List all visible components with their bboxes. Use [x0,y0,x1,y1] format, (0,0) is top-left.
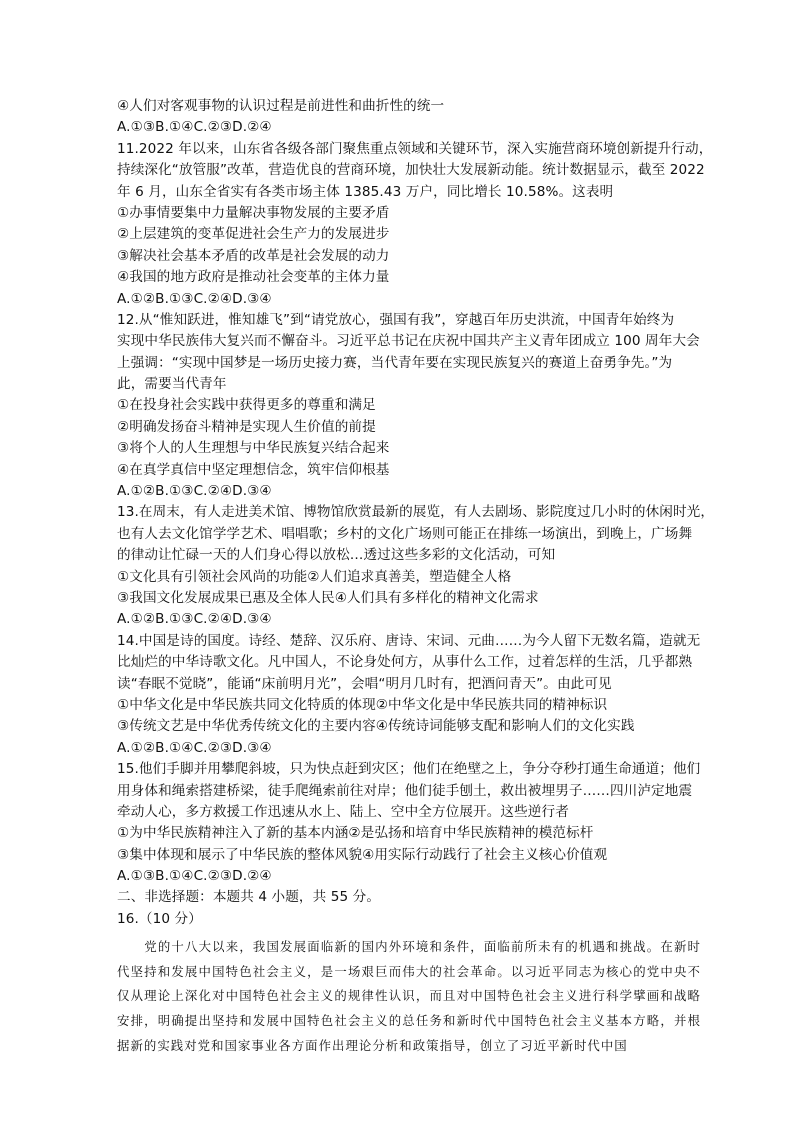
option-line: ①办事情要集中力量解决事物发展的主要矛盾 [117,204,390,221]
option-line: ①中华文化是中华民族共同文化特质的体现②中华文化是中华民族共同的精神标识 [117,696,608,713]
option-line: ③将个人的人生理想与中华民族复兴结合起来 [117,440,390,457]
question-13-stem: 也有人去文化馆学学艺术、唱唱歌；乡村的文化广场则可能正在排练一场演出，到晚上，广场舞 [117,525,693,542]
question-15-stem: 牵动人心，多方救援工作迅速从水上、陆上、空中全方位展开。这些逆行者 [117,803,569,820]
option-line: ③解决社会基本矛盾的改革是社会发展的动力 [117,247,390,264]
option-line: ④人们对客观事物的认识过程是前进性和曲折性的统一 [117,98,445,114]
option-line: ①文化具有引领社会风尚的功能②人们追求真善美，塑造健全人格 [117,568,512,585]
question-14-stem: 14.中国是诗的国度。诗经、楚辞、汉乐府、唐诗、宋词、元曲……为今人留下无数名篇，造就无 [117,632,701,649]
question-12-stem: 此，需要当代青年 [117,376,227,393]
option-line: ③集中体现和展示了中华民族的整体风貌④用实际行动践行了社会主义核心价值观 [117,846,608,863]
question-16-heading: 16.（10 分） [117,910,202,927]
question-15-stem: 15.他们手脚并用攀爬斜坡，只为快点赶到灾区；他们在绝壁之上，争分夺秒打通生命通道；他们 [117,761,701,778]
reading-passage [117,935,701,1058]
question-13-stem: 13.在周末，有人走进美术馆、博物馆欣赏最新的展览，有人去剧场、影院度过几小时的休闲时光， [117,504,715,521]
option-line: ①为中华民族精神注入了新的基本内涵②是弘扬和培育中华民族精神的模范标杆 [117,825,594,842]
answer-choices: A.①②B.①③C.②④D.③④ [117,483,272,500]
option-line: ②上层建筑的变革促进社会生产力的发展进步 [117,226,390,243]
question-12-stem: 12.从“惟知跃进，惟知雄飞”到“请党放心，强国有我”，穿越百年历史洪流，中国青年始终为 [117,311,675,328]
option-line: ③传统文艺是中华优秀传统文化的主要内容④传统诗词能够支配和影响人们的文化实践 [117,718,635,735]
question-15-stem: 用身体和绳索搭建桥梁，徒手爬绳索前往对岸；他们徒手刨土，救出被埋男子……四川泸定地震 [117,782,693,799]
question-11-stem: 11.2022 年以来，山东省各级各部门聚焦重点领域和关键环节，深入实施营商环境创新提升行动， [117,140,713,157]
exam-page [117,96,715,1058]
section-heading: 二、非选择题：本题共 4 小题，共 55 分。 [117,889,381,906]
option-line: ②明确发扬奋斗精神是实现人生价值的前提 [117,418,376,435]
option-line: ③我国文化发展成果已惠及全体人民④人们具有多样化的精神文化需求 [117,589,539,606]
answer-choices: A.①②B.①③C.②④D.③④ [117,290,272,307]
question-11-stem: 年 6 月，山东全省实有各类市场主体 1385.43 万户，同比增长 10.58%。这表明 [117,183,614,200]
question-13-stem: 的律动让忙碌一天的人们身心得以放松…透过这些多彩的文化活动，可知 [117,547,556,564]
option-line: ④在真学真信中坚定理想信念，筑牢信仰根基 [117,461,390,478]
question-14-stem: 比灿烂的中华诗歌文化。凡中国人，不论身处何方，从事什么工作，过着怎样的生活，几乎都熟 [117,654,693,671]
question-12-stem: 上强调：“实现中国梦是一场历史接力赛，当代青年要在实现民族复兴的赛道上奋勇争先。”为 [117,354,673,371]
question-11-stem: 持续深化“放管服”改革，营造优良的营商环境，加快壮大发展新动能。统计数据显示，截至 2022 [117,162,705,179]
question-block [117,96,715,930]
passage-text: 党的十八大以来，我国发展面临新的国内外环境和条件，面临前所未有的机遇和挑战。在新时代坚持和发展中国特色社会主义，是一场艰巨而伟大的社会革命。以习近平同志为核心的党中央不仅从理论上深化对中国特色社会主义的规律性认识，而且对中国特色社会主义进行科学擘画和战略安排，明确提出坚持和发展中国特色社会主义的总任务和新时代中国特色社会主义基本方略，并根据新的实践对党和国家事业各方面作出理论分析和政策指导，创立了习近平新时代中国 [117,939,701,1053]
option-line: ①在投身社会实践中获得更多的尊重和满足 [117,397,376,414]
option-line: ④我国的地方政府是推动社会变革的主体力量 [117,269,390,286]
answer-choices: A.①②B.①③C.②④D.③④ [117,611,272,628]
answer-choices: A.①②B.①④C.②③D.③④ [117,739,272,756]
question-14-stem: 读“春眠不觉晓”，能诵“床前明月光”，会唱“明月几时有，把酒问青天”。由此可见 [117,675,612,692]
question-12-stem: 实现中华民族伟大复兴而不懈奋斗。习近平总书记在庆祝中国共产主义青年团成立 100 周年大会 [117,333,700,350]
answer-choices: A.①③B.①④C.②③D.②④ [117,119,272,136]
answer-choices: A.①③B.①④C.②③D.②④ [117,868,272,885]
